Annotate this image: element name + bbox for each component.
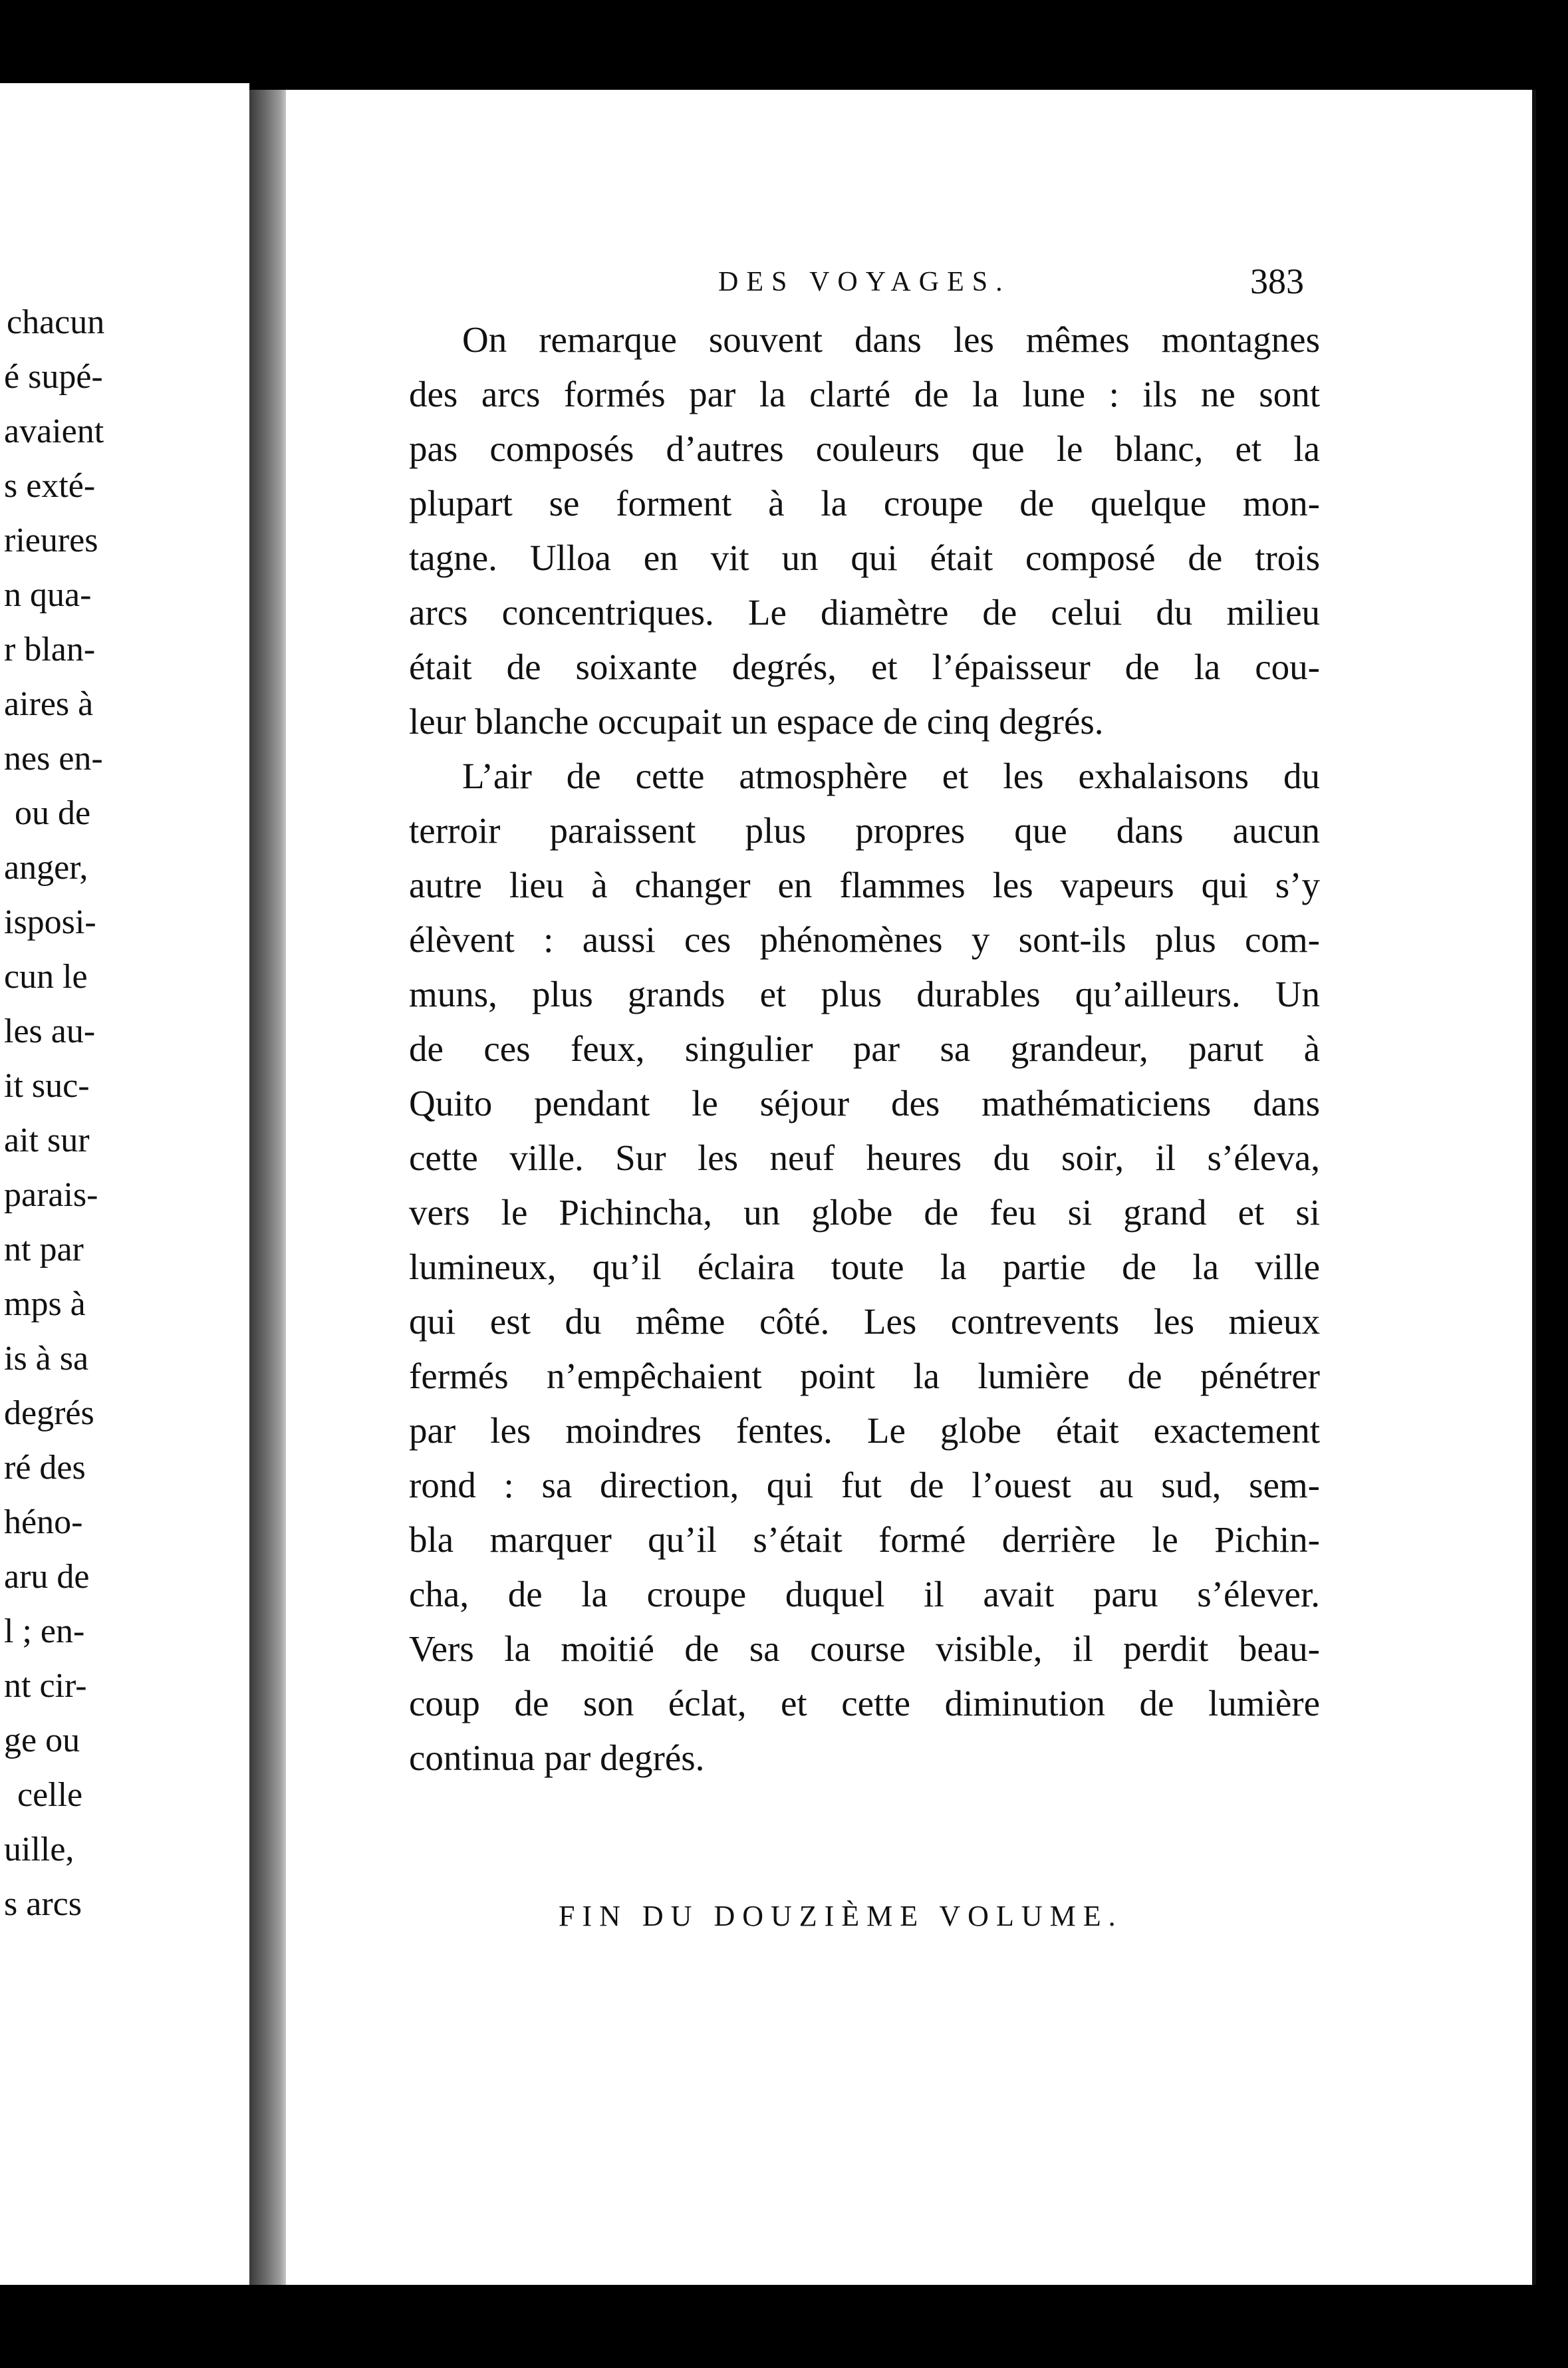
volume-end-line: FIN DU DOUZIÈME VOLUME. <box>559 1900 1123 1932</box>
text-line: élèvent : aussi ces phénomènes y sont-ils plus com- <box>409 919 1320 960</box>
left-line: chacun <box>7 303 105 341</box>
left-line: ge ou <box>4 1721 80 1759</box>
text-line: Quito pendant le séjour des mathématiciens dans <box>409 1083 1320 1123</box>
left-line: nes en- <box>4 740 103 778</box>
left-line: aru de <box>4 1558 90 1596</box>
left-line: nt par <box>4 1231 84 1268</box>
text-line: de ces feux, singulier par sa grandeur, parut à <box>409 1028 1320 1069</box>
text-line: rond : sa direction, qui fut de l’ouest au sud, sem- <box>409 1465 1320 1505</box>
text-line: continua par degrés. <box>409 1737 705 1778</box>
text-line: par les moindres fentes. Le globe était exactement <box>409 1410 1320 1451</box>
left-line: it suc- <box>4 1067 90 1105</box>
text-line: bla marquer qu’il s’était formé derrière le Pichin- <box>409 1519 1320 1560</box>
text-line: lumineux, qu’il éclaira toute la partie de la ville <box>409 1247 1320 1287</box>
text-line: était de soixante degrés, et l’épaisseur de la cou- <box>409 647 1320 687</box>
left-line: r blan- <box>4 631 96 668</box>
text-line: cha, de la croupe duquel il avait paru s’élever. <box>409 1574 1320 1614</box>
book-gutter <box>249 90 289 2285</box>
text-line: L’air de cette atmosphère et les exhalaisons du <box>462 756 1320 796</box>
left-line: parais- <box>4 1176 98 1214</box>
text-line: fermés n’empêchaient point la lumière de pénétrer <box>409 1356 1320 1396</box>
running-head <box>0 261 1568 313</box>
left-line: n qua- <box>4 576 92 614</box>
left-line: anger, <box>4 849 88 887</box>
left-line: degrés <box>4 1394 94 1432</box>
left-line: s exté- <box>4 467 96 505</box>
body-text <box>409 313 1320 1785</box>
text-line: cette ville. Sur les neuf heures du soir, il s’éleva, <box>409 1137 1320 1178</box>
text-line: muns, plus grands et plus durables qu’ailleurs. Un <box>409 974 1320 1014</box>
text-line: vers le Pichincha, un globe de feu si grand et si <box>409 1192 1320 1233</box>
left-line: uille, <box>4 1831 74 1868</box>
text-line: autre lieu à changer en flammes les vapeurs qui s’y <box>409 865 1320 905</box>
text-line: plupart se forment à la croupe de quelque mon- <box>409 483 1320 523</box>
left-page-text <box>0 303 249 1966</box>
left-line: avaient <box>4 412 104 450</box>
text-line: On remarque souvent dans les mêmes montagnes <box>462 319 1320 360</box>
left-line: rieures <box>4 521 98 559</box>
text-line: qui est du même côté. Les contrevents les mieux <box>409 1301 1320 1342</box>
left-line: cun le <box>4 958 88 996</box>
left-line: aires à <box>4 685 94 723</box>
text-line: coup de son éclat, et cette diminution de lumière <box>409 1683 1320 1723</box>
page-number: 383 <box>1250 261 1304 301</box>
left-line: is à sa <box>4 1340 89 1378</box>
left-line: ré des <box>4 1449 86 1487</box>
text-line: pas composés d’autres couleurs que le blanc, et la <box>409 428 1320 469</box>
running-head-title: DES VOYAGES. <box>718 267 1011 297</box>
text-line: des arcs formés par la clarté de la lune : ils ne sont <box>409 374 1320 414</box>
left-line: celle <box>17 1776 83 1814</box>
left-line: héno- <box>4 1503 83 1541</box>
text-line: arcs concentriques. Le diamètre de celui du milieu <box>409 592 1320 633</box>
left-line: nt cir- <box>4 1667 87 1705</box>
text-line: leur blanche occupait un espace de cinq degrés. <box>409 701 1104 742</box>
left-line: ou de <box>15 794 91 832</box>
left-line: isposi- <box>4 903 96 941</box>
left-line: les au- <box>4 1012 96 1050</box>
left-line: é supé- <box>4 358 103 396</box>
text-line: Vers la moitié de sa course visible, il perdit beau- <box>409 1628 1320 1669</box>
text-line: terroir paraissent plus propres que dans aucun <box>409 810 1320 851</box>
left-line: l ; en- <box>4 1612 85 1650</box>
text-line: tagne. Ulloa en vit un qui était composé de trois <box>409 537 1320 578</box>
left-line: ait sur <box>4 1121 90 1159</box>
left-line: mps à <box>4 1285 86 1323</box>
left-line: s arcs <box>4 1885 82 1923</box>
